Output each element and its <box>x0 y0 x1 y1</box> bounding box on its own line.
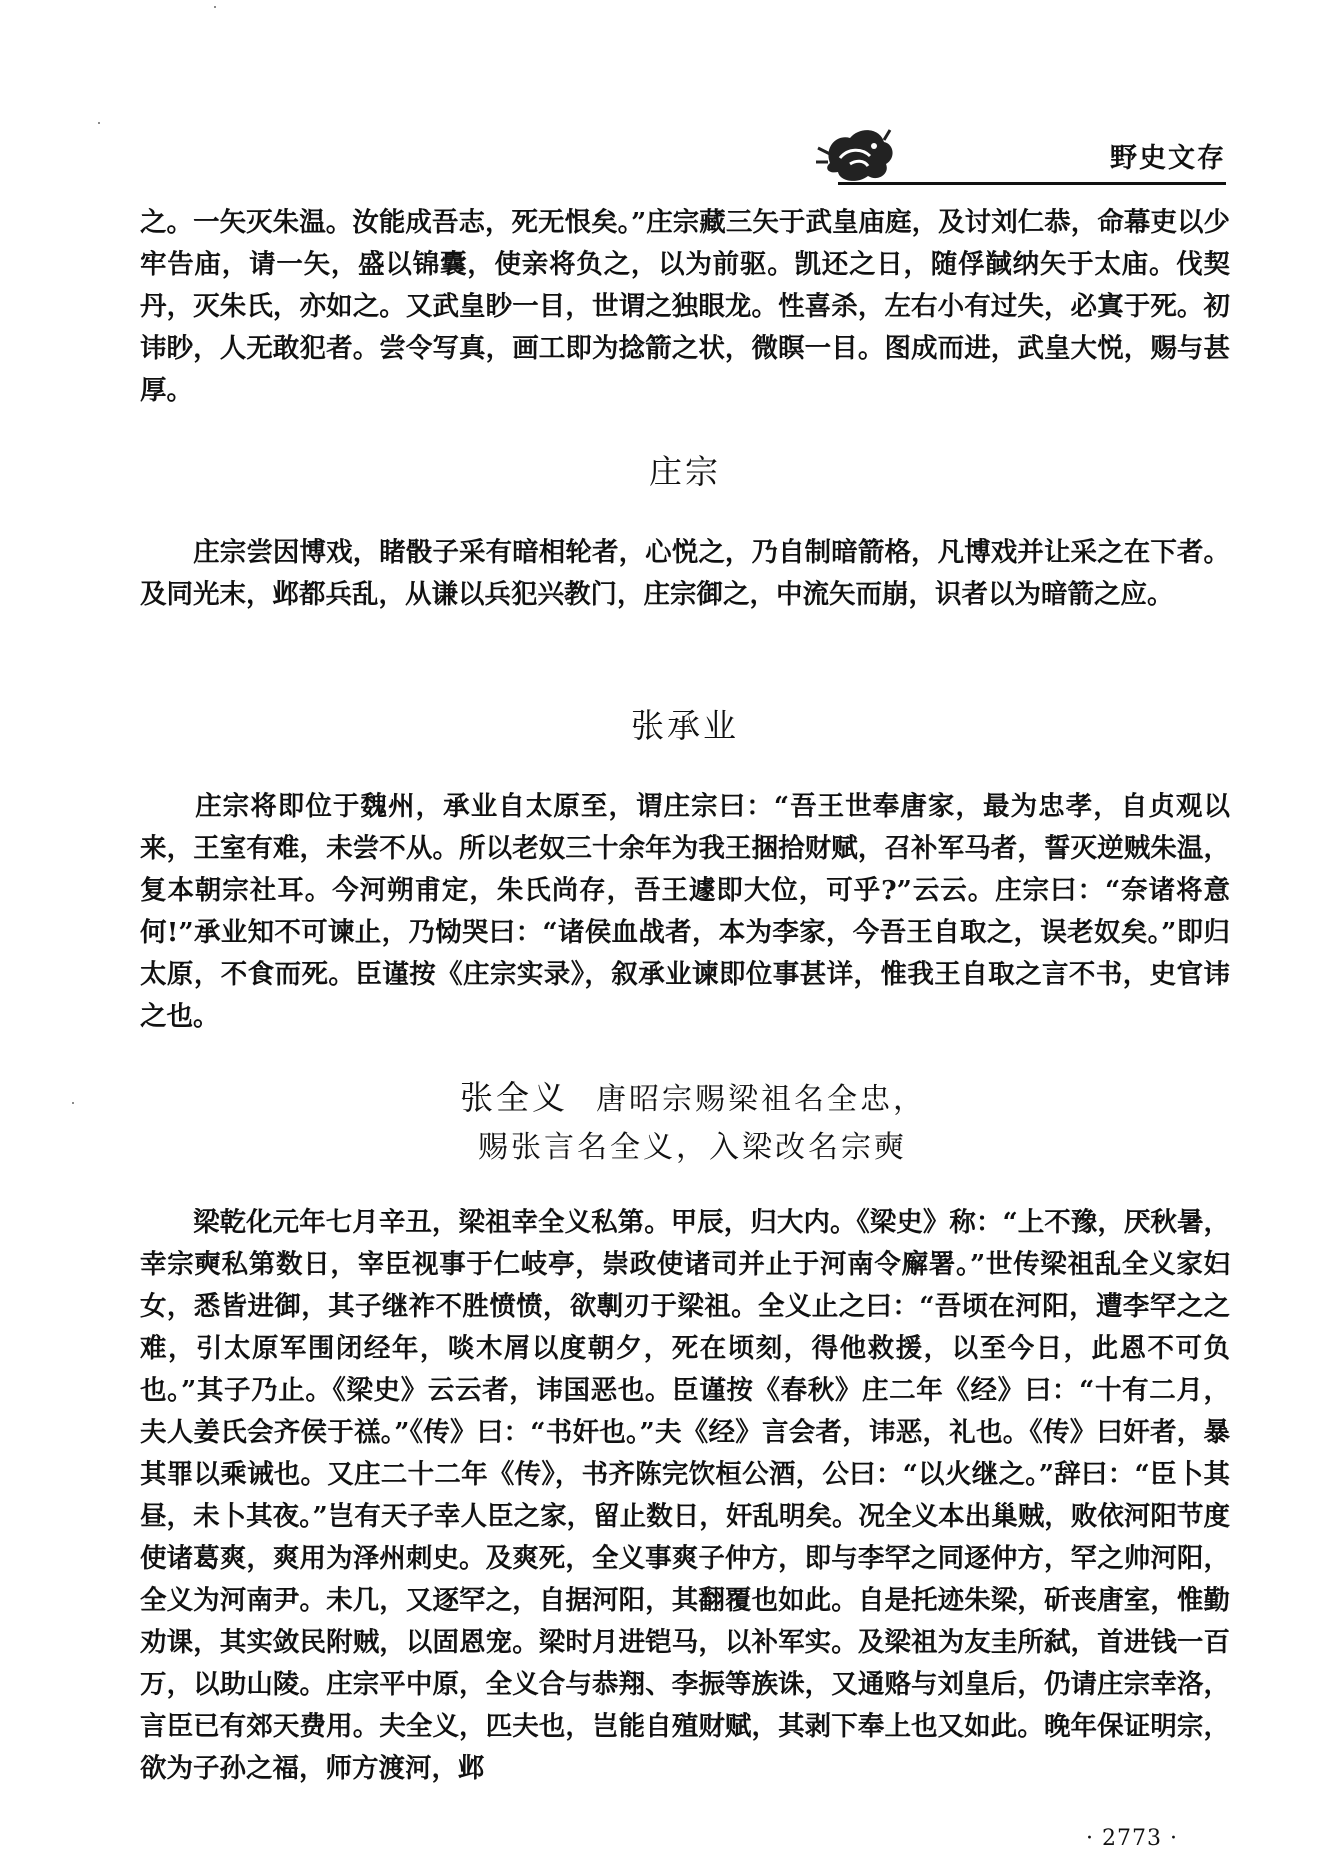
section-1-heading: 庄宗 <box>649 452 721 491</box>
section-0-paragraph: 之。一矢灭朱温。汝能成吾志，死无恨矣。”庄宗藏三矢于武皇庙庭，及讨刘仁恭，命幕吏以少牢告庙，请一矢，盛以锦囊，使亲将负之，以为前驱。凯还之日，随俘馘纳矢于太庙。伐契丹，灭朱氏，亦如之。又武皇眇一目，世谓之独眼龙。性喜杀，左右小有过失，必寘于死。初讳眇，人无敢犯者。尝令写真，画工即为捻箭之状，微瞑一目。图成而进，武皇大悦，赐与甚厚。 <box>140 207 1230 406</box>
running-head-title: 野史文存 <box>1110 143 1226 174</box>
page-number: · 2773 · <box>1086 1826 1178 1851</box>
scan-speck <box>72 1102 74 1104</box>
section-3-paragraph: 梁乾化元年七月辛丑，梁祖幸全义私第。甲辰，归大内。《梁史》称：“上不豫，厌秋暑，幸宗奭私第数日，宰臣视事于仁岐亭，崇政使诸司并止于河南令廨署。”世传梁祖乱全义家妇女，悉皆进御，其子继祚不胜愤愤，欲剸刃于梁祖。全义止之曰：“吾顷在河阳，遭李罕之之难，引太原军围闭经年，啖木屑以度朝夕，死在顷刻，得他救援，以至今日，此恩不可负也。”其子乃止。《梁史》云云者，讳国恶也。臣谨按《春秋》庄二年《经》曰：“十有二月，夫人姜氏会齐侯于禚。”《传》曰：“书奸也。”夫《经》言会者，讳恶，礼也。《传》曰奸者，暴其罪以乘诫也。又庄二十二年《传》，书齐陈完饮桓公酒，公曰：“以火继之。”辞曰：“臣卜其昼，未卜其夜。”岂有天子幸人臣之家，留止数日，奸乱明矣。况全义本出巢贼，败依河阳节度使诸葛爽，爽用为泽州刺史。及爽死，全义事爽子仲方，即与李罕之同逐仲方，罕之帅河阳，全义为河南尹。未几，又逐罕之，自据河阳，其翻覆也如此。自是托迹朱梁，斫丧唐室，惟勤劝课，其实敛民附贼，以固恩宠。梁时月进铠马，以补军实。及梁祖为友圭所弑，首进钱一百万，以助山陵。庄宗平中原，全义合与恭翔、李振等族诛，又通赂与刘皇后，仍请庄宗幸洛，言臣已有郊天费用。夫全义，匹夫也，岂能自殖财赋，其剥下奉上也又如此。晚年保证明宗，欲为子孙之福，师方渡河，邺 <box>140 1207 1230 1784</box>
section-3-heading: 张全义 <box>460 1078 568 1117</box>
scan-speck <box>98 122 100 124</box>
section-2-paragraph: 庄宗将即位于魏州，承业自太原至，谓庄宗曰：“吾王世奉唐家，最为忠孝，自贞观以来，王室有难，未尝不从。所以老奴三十余年为我王捆拾财赋，召补军马者，誓灭逆贼朱温，复本朝宗社耳。今河朔甫定，朱氏尚存，吾王遽即大位，可乎?”云云。庄宗曰：“奈诸将意何!”承业知不可谏止，乃恸哭曰：“诸侯血战者，本为李家，今吾王自取之，误老奴矣。”即归太原，不食而死。臣谨按《庄宗实录》，叙承业谏即位事甚详，惟我王自取之言不书，史官讳之也。 <box>140 791 1230 1032</box>
scan-speck <box>214 6 216 8</box>
section-3-note-line2: 赐张言名全义，入梁改名宗奭 <box>478 1130 907 1165</box>
header-rule <box>838 182 1226 185</box>
section-3-note-line1: 唐昭宗赐梁祖名全忠， <box>596 1082 926 1117</box>
dragon-emblem-icon <box>810 118 902 188</box>
section-2-heading: 张承业 <box>631 706 739 745</box>
section-1-paragraph: 庄宗尝因博戏，睹骰子采有暗相轮者，心悦之，乃自制暗箭格，凡博戏并让采之在下者。及同光末，邺都兵乱，从谦以兵犯兴教门，庄宗御之，中流矢而崩，识者以为暗箭之应。 <box>140 537 1230 610</box>
